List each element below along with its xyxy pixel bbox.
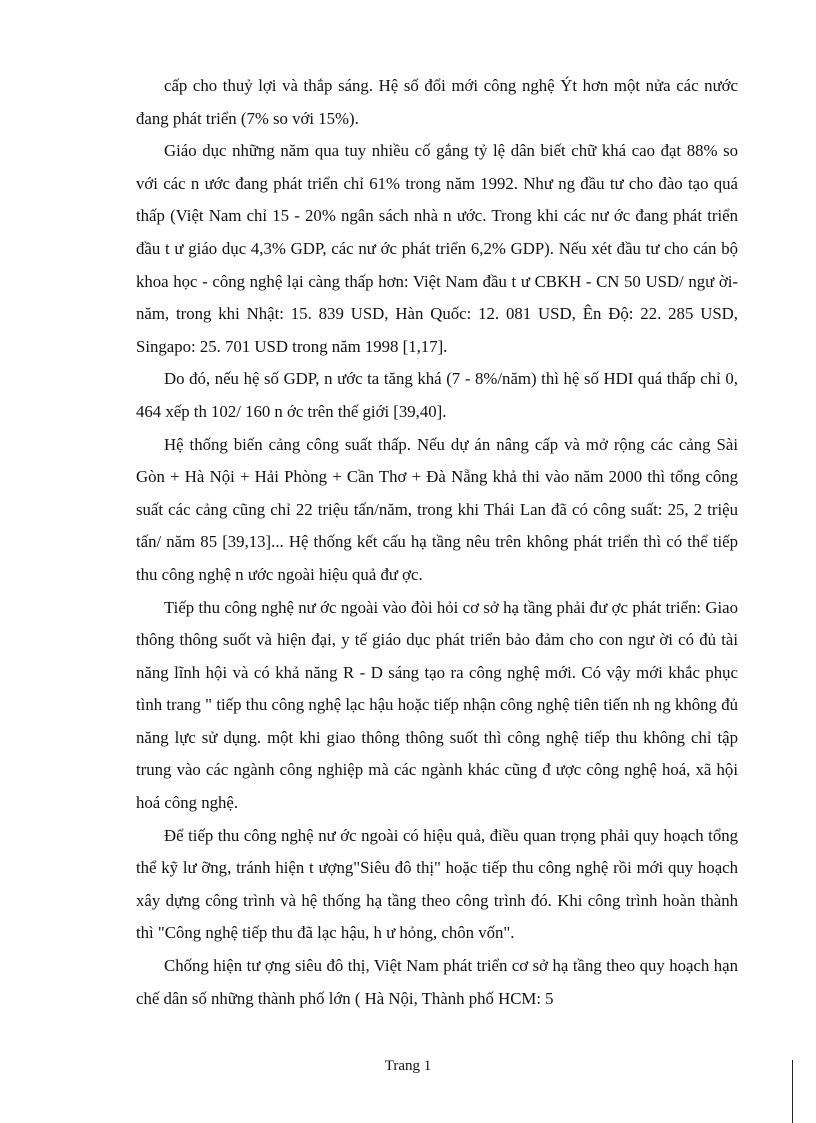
document-body: [136, 70, 738, 1015]
right-margin-rule: [792, 1060, 793, 1123]
paragraph-4: Hệ thống biến cảng công suất thấp. Nếu dự án nâng cấp và mở rộng các cảng Sài Gòn + Hà Nội + Hải Phòng + Cần Thơ + Đà Nẵng khả thi vào năm 2000 thì tổng công suất các cảng cũng chỉ 22 triệu tấn/năm, trong khi Thái Lan đã có công suất: 25, 2 triệu tấn/ năm 85 [39,13]... Hệ thống kết cấu hạ tầng nêu trên không phát triển thì có thể tiếp thu công nghệ n ước ngoài hiệu quả đư ợc.: [136, 434, 738, 584]
paragraph-1: cấp cho thuỷ lợi và thắp sáng. Hệ số đổi mới công nghệ Ýt hơn một nửa các nước đang phát triển (7% so với 15%).: [136, 76, 738, 128]
paragraph-7: Chống hiện tư ợng siêu đô thị, Việt Nam phát triển cơ sở hạ tầng theo quy hoạch hạn chế dân số những thành phố lớn ( Hà Nội, Thành phố HCM: 5: [136, 956, 738, 1008]
paragraph-6: Để tiếp thu công nghệ nư ớc ngoài có hiệu quả, điều quan trọng phải quy hoạch tổng thể kỹ lư ỡng, tránh hiện t ượng"Siêu đô thị" hoặc tiếp thu công nghệ rồi mới quy hoạch xây dựng công trình và hệ thống hạ tầng theo công trình đó. Khi công trình hoàn thành thì "Công nghệ tiếp thu đã lạc hậu, h ư hỏng, chôn vốn".: [136, 825, 738, 943]
paragraph-3: Do đó, nếu hệ số GDP, n ước ta tăng khá (7 - 8%/năm) thì hệ số HDI quá thấp chỉ 0, 464 xếp th 102/ 160 n ớc trên thế giới [39,40].: [136, 369, 738, 421]
paragraph-2: Giáo dục những năm qua tuy nhiều cố gắng tỷ lệ dân biết chữ khá cao đạt 88% so với các n ước đang phát triển chỉ 61% trong năm 1992. Như ng đầu tư cho đào tạo quá thấp (Việt Nam chỉ 15 - 20% ngân sách nhà n ước. Trong khi các nư ớc đang phát triển đầu t ư giáo dục 4,3% GDP, các nư ớc phát triển 6,2% GDP). Nếu xét đầu tư cho cán bộ khoa học - công nghệ lại càng thấp hơn: Việt Nam đầu t ư CBKH - CN 50 USD/ ngư ời- năm, trong khi Nhật: 15. 839 USD, Hàn Quốc: 12. 081 USD, Ên Độ: 22. 285 USD, Singapo: 25. 701 USD trong năm 1998 [1,17].: [136, 141, 738, 356]
paragraph-5: Tiếp thu công nghệ nư ớc ngoài vào đòi hỏi cơ sở hạ tầng phải đư ợc phát triển: Giao thông thông suốt và hiện đại, y tế giáo dục phát triển bảo đảm cho con ngư ời có đủ tài năng lĩnh hội và có khả năng R - D sáng tạo ra công nghệ mới. Có vậy mới khắc phục tình trang " tiếp thu công nghệ lạc hậu hoặc tiếp nhận công nghệ tiên tiến nh ng không đủ năng lực sử dụng. một khi giao thông thông suốt thì công nghệ tiếp thu không chỉ tập trung vào các ngành công nghiệp mà các ngành khác cũng đ ược công nghệ hoá, xã hội hoá công nghệ.: [136, 597, 738, 813]
page-footer: Trang 1: [384, 1058, 432, 1074]
